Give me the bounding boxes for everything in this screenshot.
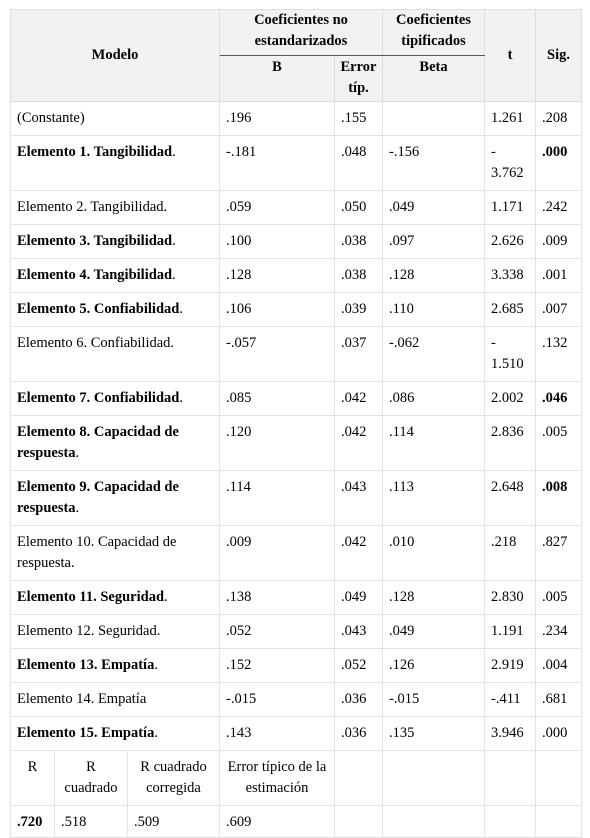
header-b: B — [220, 56, 335, 102]
cell-b: .128 — [220, 259, 335, 293]
summary-header-r: R — [11, 751, 55, 806]
cell-error: .049 — [335, 581, 383, 615]
cell-sig: .005 — [536, 581, 582, 615]
empty-cell — [335, 751, 383, 806]
cell-t: 2.648 — [485, 471, 536, 526]
row-label-text: Elemento 13. Empatía — [17, 657, 155, 673]
cell-t: 1.171 — [485, 191, 536, 225]
row-label-suffix: . — [179, 301, 183, 317]
table-row — [11, 225, 582, 259]
cell-beta: .049 — [383, 191, 485, 225]
row-label-text: Elemento 3. Tangibilidad — [17, 233, 173, 249]
cell-sig: .132 — [536, 327, 582, 382]
cell-beta: .135 — [383, 717, 485, 751]
row-label — [11, 102, 220, 136]
cell-t: 2.836 — [485, 416, 536, 471]
cell-t: - 3.762 — [485, 136, 536, 191]
cell-beta — [383, 102, 485, 136]
cell-t: 2.830 — [485, 581, 536, 615]
cell-b: .106 — [220, 293, 335, 327]
empty-cell — [485, 751, 536, 806]
cell-beta: .086 — [383, 382, 485, 416]
row-label — [11, 615, 220, 649]
cell-sig: .827 — [536, 526, 582, 581]
row-label-text: Elemento 11. Seguridad — [17, 589, 165, 605]
row-label-suffix: . — [164, 589, 168, 605]
row-label — [11, 581, 220, 615]
empty-cell — [536, 806, 582, 838]
cell-beta: -.156 — [383, 136, 485, 191]
row-label — [11, 416, 220, 471]
table-row — [11, 526, 582, 581]
row-label-text: (Constante) — [17, 110, 85, 126]
cell-b: .143 — [220, 717, 335, 751]
cell-t: - 1.510 — [485, 327, 536, 382]
row-label-text: Elemento 4. Tangibilidad — [17, 267, 173, 283]
cell-b: -.057 — [220, 327, 335, 382]
cell-sig: .000 — [536, 136, 582, 191]
cell-b: .196 — [220, 102, 335, 136]
row-label — [11, 259, 220, 293]
cell-t: -.411 — [485, 683, 536, 717]
cell-sig: .681 — [536, 683, 582, 717]
cell-sig: .008 — [536, 471, 582, 526]
empty-cell — [383, 806, 485, 838]
table-row — [11, 683, 582, 717]
table-row — [11, 293, 582, 327]
cell-error: .037 — [335, 327, 383, 382]
cell-t: 1.261 — [485, 102, 536, 136]
cell-beta: -.062 — [383, 327, 485, 382]
table-row — [11, 191, 582, 225]
row-label-suffix: . — [75, 500, 80, 516]
table-row — [11, 102, 582, 136]
row-label — [11, 717, 220, 751]
cell-b: .138 — [220, 581, 335, 615]
table-row — [11, 382, 582, 416]
table-row — [11, 471, 582, 526]
header-sig: Sig. — [536, 10, 582, 102]
cell-error: .036 — [335, 683, 383, 717]
row-label — [11, 683, 220, 717]
cell-t: 2.919 — [485, 649, 536, 683]
cell-beta: .113 — [383, 471, 485, 526]
row-label-text: Elemento 2. Tangibilidad. — [17, 199, 168, 215]
cell-error: .039 — [335, 293, 383, 327]
model-summary — [11, 751, 582, 838]
table-row — [11, 615, 582, 649]
cell-b: .100 — [220, 225, 335, 259]
cell-t: 2.685 — [485, 293, 536, 327]
cell-sig: .000 — [536, 717, 582, 751]
summary-header-r-cuadrado: R cuadrado — [55, 751, 128, 806]
cell-sig: .001 — [536, 259, 582, 293]
cell-error: .038 — [335, 259, 383, 293]
row-label — [11, 649, 220, 683]
cell-error: .050 — [335, 191, 383, 225]
header-t: t — [485, 10, 536, 102]
header-beta: Beta — [383, 56, 485, 102]
cell-t: 3.946 — [485, 717, 536, 751]
cell-error: .155 — [335, 102, 383, 136]
row-label-text: Elemento 5. Confiabilidad — [17, 301, 180, 317]
cell-beta: .049 — [383, 615, 485, 649]
cell-sig: .242 — [536, 191, 582, 225]
row-label-text: Elemento 1. Tangibilidad — [17, 144, 173, 160]
row-label-text: Elemento 9. Capacidad de respuesta — [17, 479, 179, 516]
summary-value-r: .720 — [11, 806, 55, 838]
cell-sig: .009 — [536, 225, 582, 259]
cell-beta: .010 — [383, 526, 485, 581]
row-label-suffix: . — [179, 390, 183, 406]
cell-error: .042 — [335, 416, 383, 471]
cell-error: .052 — [335, 649, 383, 683]
cell-beta: .097 — [383, 225, 485, 259]
empty-cell — [335, 806, 383, 838]
cell-b: .152 — [220, 649, 335, 683]
empty-cell — [485, 806, 536, 838]
table-row — [11, 581, 582, 615]
summary-header-r-cuadrado-corregida: R cuadrado corregida — [128, 751, 220, 806]
cell-sig: .005 — [536, 416, 582, 471]
header-error-tip: Error típ. — [335, 56, 383, 102]
cell-error: .042 — [335, 382, 383, 416]
row-label — [11, 526, 220, 581]
cell-sig: .004 — [536, 649, 582, 683]
cell-sig: .007 — [536, 293, 582, 327]
cell-error: .048 — [335, 136, 383, 191]
empty-cell — [383, 751, 485, 806]
table-row — [11, 259, 582, 293]
cell-error: .036 — [335, 717, 383, 751]
row-label-suffix: . — [172, 233, 176, 249]
empty-cell — [536, 751, 582, 806]
cell-beta: .128 — [383, 581, 485, 615]
cell-beta: .128 — [383, 259, 485, 293]
cell-beta: -.015 — [383, 683, 485, 717]
cell-beta: .114 — [383, 416, 485, 471]
cell-error: .038 — [335, 225, 383, 259]
cell-b: .120 — [220, 416, 335, 471]
cell-b: .085 — [220, 382, 335, 416]
cell-error: .043 — [335, 471, 383, 526]
row-label-suffix: . — [154, 657, 158, 673]
table-body — [11, 102, 582, 751]
cell-b: .059 — [220, 191, 335, 225]
table-row — [11, 416, 582, 471]
row-label — [11, 327, 220, 382]
table-row — [11, 717, 582, 751]
table-row — [11, 136, 582, 191]
cell-b: .009 — [220, 526, 335, 581]
cell-beta: .110 — [383, 293, 485, 327]
row-label — [11, 225, 220, 259]
row-label-suffix: . — [154, 725, 158, 741]
row-label-text: Elemento 10. Capacidad de respuesta. — [17, 534, 177, 571]
row-label-suffix: . — [172, 267, 176, 283]
summary-value-error-tipico: .609 — [220, 806, 335, 838]
cell-t: 1.191 — [485, 615, 536, 649]
cell-t: 2.626 — [485, 225, 536, 259]
cell-b: .052 — [220, 615, 335, 649]
summary-value-r-cuadrado: .518 — [55, 806, 128, 838]
cell-error: .043 — [335, 615, 383, 649]
cell-b: -.015 — [220, 683, 335, 717]
cell-sig: .234 — [536, 615, 582, 649]
cell-t: 3.338 — [485, 259, 536, 293]
header-coef-no-estandarizados: Coeficientes no estandarizados — [220, 10, 383, 56]
row-label — [11, 471, 220, 526]
row-label-text: Elemento 7. Confiabilidad — [17, 390, 180, 406]
cell-t: 2.002 — [485, 382, 536, 416]
row-label — [11, 382, 220, 416]
summary-value-r-cuadrado-corregida: .509 — [128, 806, 220, 838]
row-label-suffix: . — [75, 445, 80, 461]
table-row — [11, 649, 582, 683]
row-label-text: Elemento 15. Empatía — [17, 725, 155, 741]
row-label-text: Elemento 8. Capacidad de respuesta — [17, 424, 179, 461]
cell-b: .114 — [220, 471, 335, 526]
row-label-text: Elemento 6. Confiabilidad. — [17, 335, 175, 351]
regression-coefficients-table — [10, 9, 582, 838]
row-label-text: Elemento 14. Empatía — [17, 691, 147, 707]
cell-t: .218 — [485, 526, 536, 581]
cell-sig: .208 — [536, 102, 582, 136]
cell-beta: .126 — [383, 649, 485, 683]
cell-b: -.181 — [220, 136, 335, 191]
cell-error: .042 — [335, 526, 383, 581]
table-row — [11, 327, 582, 382]
header-coef-tipificados: Coeficientes tipificados — [383, 10, 485, 56]
cell-sig: .046 — [536, 382, 582, 416]
row-label-text: Elemento 12. Seguridad. — [17, 623, 161, 639]
header-modelo: Modelo — [11, 10, 220, 102]
row-label — [11, 136, 220, 191]
row-label — [11, 191, 220, 225]
row-label — [11, 293, 220, 327]
row-label-suffix: . — [172, 144, 176, 160]
summary-header-error-tipico: Error típico de la estimación — [220, 751, 335, 806]
